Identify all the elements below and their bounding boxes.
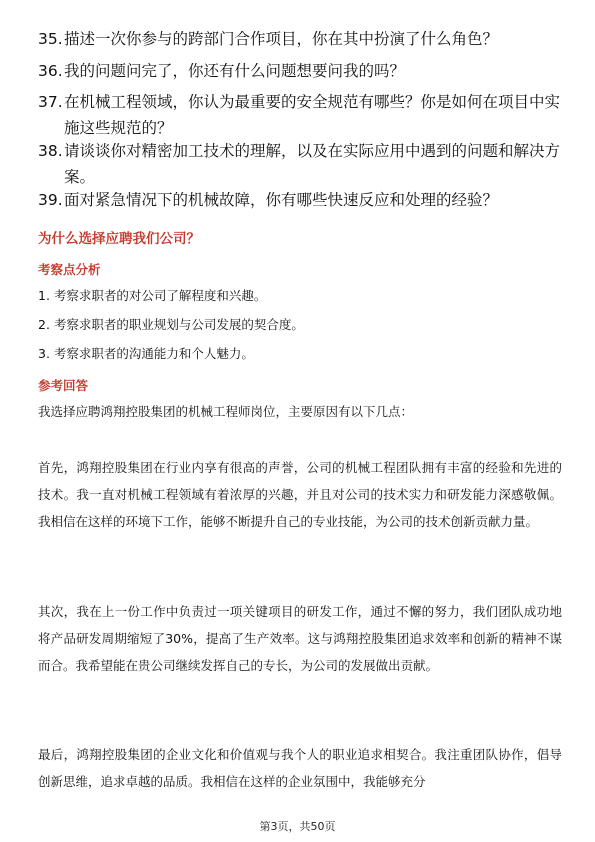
analysis-heading: 考察点分析 xyxy=(38,262,101,277)
question-text: 描述一次你参与的跨部门合作项目，你在其中扮演了什么角色？ xyxy=(64,30,499,48)
question-number: 37. xyxy=(38,93,63,111)
question-number: 38. xyxy=(38,142,63,160)
analysis-item: 3. 考察求职者的沟通能力和个人魅力。 xyxy=(38,346,254,361)
question-text: 面对紧急情况下的机械故障，你有哪些快速反应和处理的经验？ xyxy=(64,191,499,209)
question-37 xyxy=(38,89,563,141)
question-text: 请谈谈你对精密加工技术的理解，以及在实际应用中遇到的问题和解决方案。 xyxy=(64,142,561,186)
question-text: 在机械工程领域，你认为最重要的安全规范有哪些？你是如何在项目中实施这些规范的？ xyxy=(64,93,561,137)
analysis-item: 1. 考察求职者的对公司了解程度和兴趣。 xyxy=(38,288,267,303)
analysis-item: 2. 考察求职者的职业规划与公司发展的契合度。 xyxy=(38,317,304,332)
question-36 xyxy=(38,58,563,84)
section-title: 为什么选择应聘我们公司？ xyxy=(38,231,200,247)
question-text: 我的问题问完了，你还有什么问题想要问我的吗？ xyxy=(64,62,406,80)
question-number: 35. xyxy=(38,30,63,48)
answer-paragraph-3: 最后，鸿翔控股集团的企业文化和价值观与我个人的职业追求相契合。我注重团队协作，倡导创新思维，追求卓越的品质。我相信在这样的企业氛围中，我能够充分 xyxy=(38,747,562,789)
question-number: 39. xyxy=(38,191,63,209)
answer-paragraph-1: 首先，鸿翔控股集团在行业内享有很高的声誉，公司的机械工程团队拥有丰富的经验和先进的技术。我一直对机械工程领域有着浓厚的兴趣，并且对公司的技术实力和研发能力深感敬佩。我相信在这样的环境下工作，能够不断提升自己的专业技能，为公司的技术创新贡献力量。 xyxy=(38,460,562,529)
answer-heading: 参考回答 xyxy=(38,378,89,393)
answer-paragraph-2: 其次，我在上一份工作中负责过一项关键项目的研发工作，通过不懈的努力，我们团队成功地将产品研发周期缩短了30%，提高了生产效率。这与鸿翔控股集团追求效率和创新的精神不谋而合。我希望能在贵公司继续发挥自己的专长，为公司的发展做出贡献。 xyxy=(38,604,562,673)
question-39 xyxy=(38,187,563,213)
question-35 xyxy=(38,26,563,52)
page-footer: 第3页，共50页 xyxy=(259,820,336,833)
question-38 xyxy=(38,138,563,190)
answer-intro: 我选择应聘鸿翔控股集团的机械工程师岗位，主要原因有以下几点： xyxy=(38,404,414,419)
question-number: 36. xyxy=(38,62,63,80)
